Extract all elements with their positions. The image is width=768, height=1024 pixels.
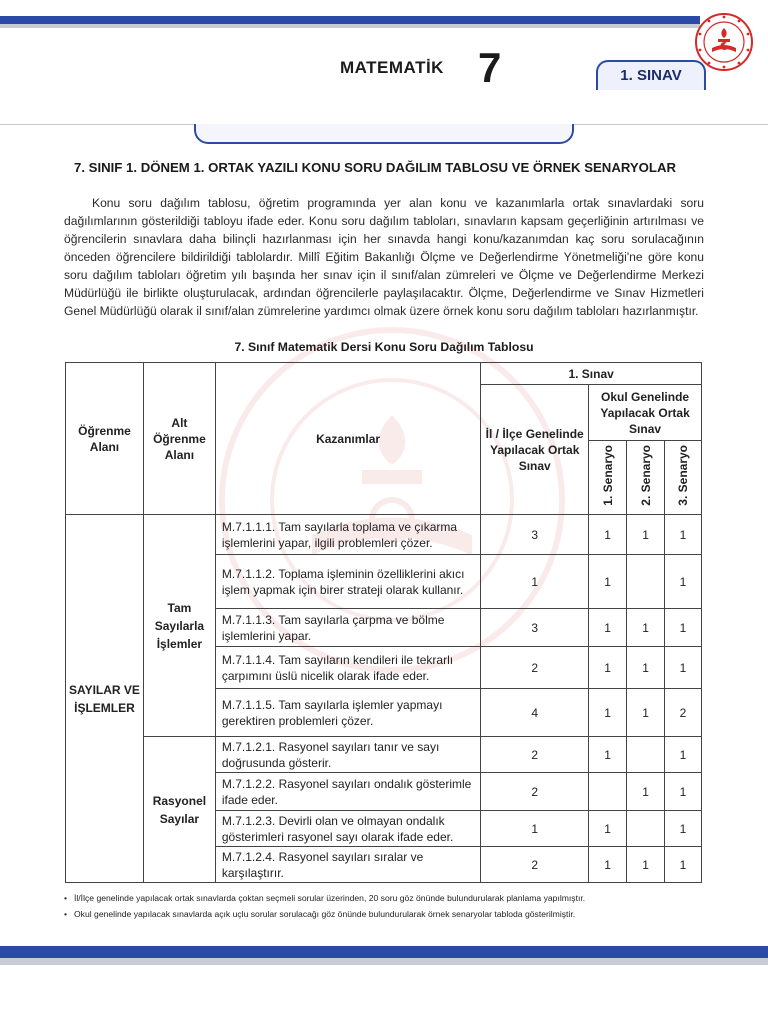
footnote-province: • İl/İlçe genelinde yapılacak ortak sınavlarda çoktan seçmeli sorular üzerinden, 20 soru göz önünde bulundurularak planlama yapılmıştır. <box>64 890 714 906</box>
exam-tab <box>596 60 706 90</box>
header-scenario-3 <box>665 441 702 515</box>
scenario-2-count: 1 <box>627 847 665 883</box>
table-title: 7. Sınıf Matematik Dersi Konu Soru Dağılım Tablosu <box>234 340 534 354</box>
objective-cell: M.7.1.2.4. Rasyonel sayıları sıralar ve karşılaştırır. <box>215 847 480 883</box>
header-stripes <box>0 16 700 28</box>
header-school-exam: Okul Genelinde Yapılacak Ortak Sınav <box>589 385 702 441</box>
scenario-2-count <box>627 737 665 773</box>
province-count: 4 <box>481 689 589 737</box>
scenario-2-count: 1 <box>627 515 665 555</box>
scenario-3-count: 1 <box>665 737 702 773</box>
header-learning-area: Öğrenme Alanı <box>66 363 144 515</box>
scenario-2-label: 2. Senaryo <box>638 445 653 506</box>
objective-cell: M.7.1.1.4. Tam sayıların kendileri ile tekrarlı çarpımını üslü nicelik olarak ifade eder. <box>215 647 480 689</box>
intro-paragraph: Konu soru dağılım tablosu, öğretim programında yer alan konu ve kazanımlarla ortak sınavlardaki soru dağılımlarının gösterildiği tabloyu ifade eder. Konu soru dağılım tabloları, sınavların kapsam geçerliğinin artırılması ve öğrencilerin sınavlara daha bilinçli hazırlanması için her sınavda hangi konu/kazanımdan kaç soru sorulacağının önceden öğrencilere bildirildiği tablolardır. Millî Eğitim Bakanlığı Ölçme ve Değerlendirme Yönetmeliği'ne göre konu soru dağılım tabloları öğretim yılı başında her sınav için il sınıf/alan zümreleri ve Ölçme ve Değerlendirme Merkezi Müdürlüğü ile birlikte oluşturulacak, ardından öğrencilerle paylaşılacaktır. Ölçme, Değerlendirme ve Sınav Hizmetleri Genel Müdürlüğü olarak il sınıf/alan zümrelerine yardımcı olmak üzere örnek konu soru dağılım tabloları hazırlanmıştır. <box>64 196 704 318</box>
sub-area-rationals: Rasyonel Sayılar <box>143 737 215 883</box>
header-scenario-1 <box>589 441 627 515</box>
subject-title: MATEMATİK <box>340 58 444 77</box>
objective-cell: M.7.1.2.2. Rasyonel sayıları ondalık gösterimle ifade eder. <box>215 773 480 811</box>
province-count: 3 <box>481 515 589 555</box>
scenario-1-label: 1. Senaryo <box>600 445 615 506</box>
scenario-3-count: 1 <box>665 609 702 647</box>
objective-cell: M.7.1.1.3. Tam sayılarla çarpma ve bölme işlemlerini yapar. <box>215 609 480 647</box>
header-exam: 1. Sınav <box>481 363 702 385</box>
scenario-1-count: 1 <box>589 609 627 647</box>
province-count: 2 <box>481 847 589 883</box>
header-objectives: Kazanımlar <box>215 363 480 515</box>
scenario-2-count: 1 <box>627 689 665 737</box>
grade-number: 7 <box>478 44 502 91</box>
header-stripe-blue <box>0 16 700 24</box>
scenario-1-count: 1 <box>589 811 627 847</box>
objective-cell: M.7.1.1.1. Tam sayılarla toplama ve çıkarma işlemlerini yapar, ilgili problemleri çözer. <box>215 515 480 555</box>
province-count: 1 <box>481 811 589 847</box>
scenario-2-count: 1 <box>627 647 665 689</box>
table-row <box>66 515 702 555</box>
scenario-1-count: 1 <box>589 847 627 883</box>
scenario-3-count: 1 <box>665 811 702 847</box>
exam-tab-label: 1. SINAV <box>620 67 682 84</box>
header-province-exam: İl / İlçe Genelinde Yapılacak Ortak Sınav <box>481 385 589 515</box>
scenario-3-count: 1 <box>665 515 702 555</box>
scenario-3-count: 1 <box>665 555 702 609</box>
objective-cell: M.7.1.1.5. Tam sayılarla işlemler yapmayı gerektiren problemleri çözer. <box>215 689 480 737</box>
scenario-2-count: 1 <box>627 773 665 811</box>
scenario-1-count: 1 <box>589 689 627 737</box>
scenario-1-count: 1 <box>589 515 627 555</box>
province-count: 1 <box>481 555 589 609</box>
objective-cell: M.7.1.2.1. Rasyonel sayıları tanır ve sayı doğrusunda gösterir. <box>215 737 480 773</box>
province-count: 2 <box>481 647 589 689</box>
footnote-school: • Okul genelinde yapılacak sınavlarda açık uçlu sorular sorulacağı göz önünde bulundurularak örnek senaryolar tabloda gösterilmiştir. <box>64 906 714 922</box>
scenario-3-count: 1 <box>665 847 702 883</box>
scenario-3-label: 3. Senaryo <box>676 445 690 506</box>
objective-cell: M.7.1.1.2. Toplama işleminin özelliklerini akıcı işlem yapmak için birer strateji olarak kullanır. <box>215 555 480 609</box>
province-count: 3 <box>481 609 589 647</box>
scenario-2-count <box>627 811 665 847</box>
scenario-2-count <box>627 555 665 609</box>
scenario-1-count: 1 <box>589 555 627 609</box>
scenario-2-count: 1 <box>627 609 665 647</box>
scenario-3-count: 1 <box>665 647 702 689</box>
header-sub-area: Alt Öğrenme Alanı <box>143 363 215 515</box>
footnotes <box>64 890 714 922</box>
footer-stripes <box>0 946 768 966</box>
header-scenario-2 <box>627 441 665 515</box>
header-tray <box>194 124 574 144</box>
objective-cell: M.7.1.2.3. Devirli olan ve olmayan ondalık gösterimleri rasyonel sayı olarak ifade eder. <box>215 811 480 847</box>
header-stripe-grey <box>0 24 700 28</box>
scenario-3-count: 2 <box>665 689 702 737</box>
footer-stripe-grey <box>0 958 768 965</box>
learning-area-cell: SAYILAR VE İŞLEMLER <box>66 515 144 883</box>
document-title: 7. SINIF 1. DÖNEM 1. ORTAK YAZILI KONU SORU DAĞILIM TABLOSU VE ÖRNEK SENARYOLAR <box>74 160 677 175</box>
scenario-1-count: 1 <box>589 647 627 689</box>
distribution-table <box>65 362 702 883</box>
sub-area-integers: Tam Sayılarla İşlemler <box>143 515 215 737</box>
scenario-1-count: 1 <box>589 737 627 773</box>
scenario-3-count: 1 <box>665 773 702 811</box>
scenario-1-count <box>589 773 627 811</box>
province-count: 2 <box>481 737 589 773</box>
table-row <box>66 737 702 773</box>
footer-stripe-blue <box>0 946 768 958</box>
province-count: 2 <box>481 773 589 811</box>
